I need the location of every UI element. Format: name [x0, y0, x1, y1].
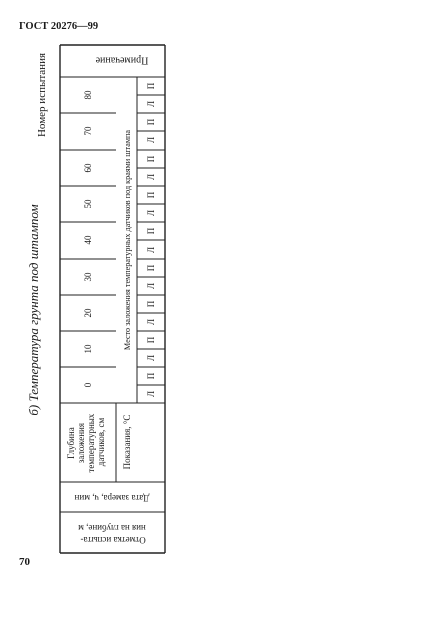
standard-header: ГОСТ 20276—99 [19, 21, 99, 32]
depth-50: 50 [83, 199, 93, 209]
depth-label-line2: заложения [76, 422, 86, 464]
table-caption: б) Температура грунта под штампом [26, 204, 41, 416]
depth-20: 20 [83, 308, 93, 318]
cell-l-20: Л [146, 318, 156, 326]
cell-r-70: П [146, 118, 156, 126]
cell-r-60: П [146, 155, 156, 163]
cell-r-0: П [146, 372, 156, 380]
depth-60: 60 [83, 163, 93, 173]
cell-r-50: П [146, 191, 156, 199]
depth-40: 40 [83, 235, 93, 245]
page-number: 70 [19, 556, 30, 568]
depth-10: 10 [83, 344, 93, 354]
depth-label-line3: температурных [86, 413, 96, 473]
svg-text:Отметка испыта- ния на г [78, 523, 146, 545]
depth-80: 80 [83, 90, 93, 100]
depth-label-line4: датчиков, см [96, 417, 106, 467]
cell-r-20: П [146, 300, 156, 308]
depth-0: 0 [83, 382, 93, 388]
depth-70: 70 [83, 126, 93, 136]
date-label: Дата замера, ч, мин [74, 492, 150, 503]
depth-label-line1: Глубина [66, 427, 76, 459]
mark-label-line2: ния на глубине, м [78, 523, 146, 533]
cell-l-60: Л [146, 173, 156, 181]
cell-l-0: Л [146, 390, 156, 398]
cell-l-10: Л [146, 354, 156, 362]
note-header: Примечание [95, 54, 149, 66]
sensor-location-label: Место заложения температурных датчиков под краями штампа [123, 129, 132, 351]
depth-label [66, 411, 106, 472]
cell-r-10: П [146, 336, 156, 344]
cell-l-70: Л [146, 136, 156, 144]
readings-label: Показания, °С [122, 414, 132, 470]
cell-l-40: Л [146, 246, 156, 254]
cell-r-30: П [146, 264, 156, 272]
cell-r-40: П [146, 227, 156, 235]
svg-text:Глубина заложения [66, 411, 106, 472]
depth-30: 30 [83, 272, 93, 282]
cell-l-80: Л [146, 100, 156, 108]
test-number-header: Номер испытания [36, 52, 48, 138]
cell-l-30: Л [146, 282, 156, 290]
mark-label-line1: Отметка испыта- [80, 535, 146, 545]
mark-label [78, 523, 146, 545]
cell-r-80: П [146, 82, 156, 90]
cell-l-50: Л [146, 209, 156, 217]
